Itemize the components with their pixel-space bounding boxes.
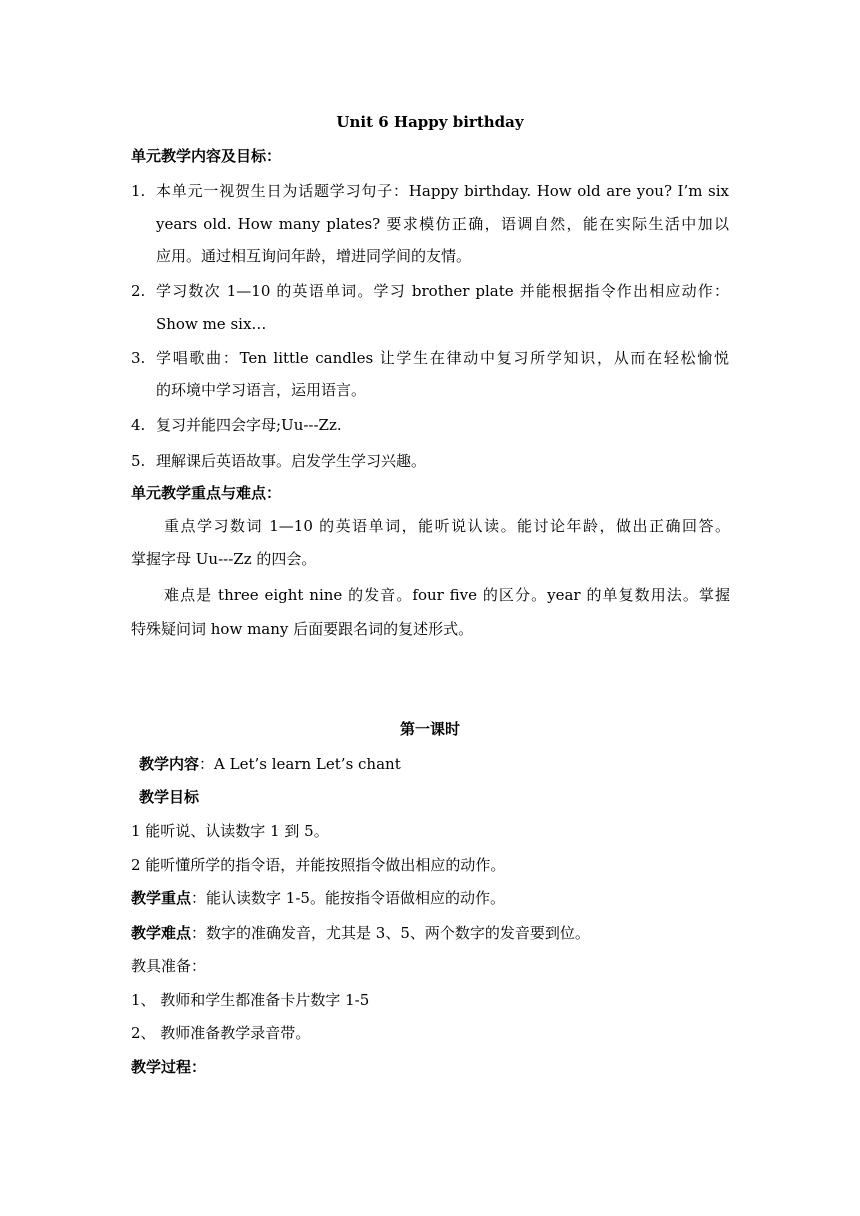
unit-title: Unit 6 Happy birthday [336, 113, 524, 131]
section-heading-key-difficult: 单元教学重点与难点： [131, 484, 282, 502]
teaching-key [131, 887, 505, 909]
teaching-content-label: 教学内容 [139, 755, 200, 773]
section-heading-content-goals: 单元教学内容及目标： [131, 147, 282, 165]
goal-text-line: 复习并能四会字母;Uu---Zz. [156, 416, 342, 434]
teaching-difficulty-value: ：数字的准确发音，尤其是 3、5、两个数字的发音要到位。 [191, 924, 590, 942]
goal-number: 5. [131, 452, 146, 470]
goal-number: 3. [131, 349, 146, 367]
lesson-title: 第一课时 [399, 720, 460, 738]
key-paragraph-line: 重点学习数词 1—10 的英语单词，能听说认读。能讨论年龄，做出正确回答。 [164, 517, 730, 535]
prep-item: 2、 教师准备教学录音带。 [131, 1024, 311, 1042]
prep-label: 教具准备： [131, 957, 207, 975]
goal-number: 2. [131, 282, 146, 300]
process-label: 教学过程： [131, 1058, 207, 1076]
teaching-content [139, 753, 401, 775]
objective-item: 2 能听懂所学的指令语，并能按照指令做出相应的动作。 [131, 856, 506, 874]
goal-text-line: 学习数次 1—10 的英语单词。学习 brother plate 并能根据指令作出相应动作： [156, 282, 729, 300]
goal-text-line: 学唱歌曲：Ten little candles 让学生在律动中复习所学知识，从而在轻松愉悦 [156, 349, 729, 367]
goal-text-line: Show me six… [156, 315, 267, 333]
teaching-key-value: ：能认读数字 1-5。能按指令语做相应的动作。 [191, 889, 505, 907]
difficult-paragraph-line: 特殊疑问词 how many 后面要跟名词的复述形式。 [131, 620, 474, 638]
prep-item: 1、 教师和学生都准备卡片数字 1-5 [131, 991, 370, 1009]
teaching-difficulty [131, 922, 590, 944]
key-paragraph-line: 掌握字母 Uu---Zz 的四会。 [131, 550, 317, 568]
teaching-difficulty-label: 教学难点 [131, 924, 192, 942]
goal-number: 1. [131, 182, 146, 200]
objectives-label: 教学目标 [139, 788, 200, 806]
goal-text-line: 的环境中学习语言，运用语言。 [156, 381, 367, 399]
difficult-paragraph-line: 难点是 three eight nine 的发音。four five 的区分。year 的单复数用法。掌握 [164, 586, 730, 604]
teaching-key-label: 教学重点 [131, 889, 192, 907]
goal-text-line: 应用。通过相互询问年龄，增进同学间的友情。 [156, 247, 472, 265]
goal-text-line: 理解课后英语故事。启发学生学习兴趣。 [156, 452, 427, 470]
objective-item: 1 能听说、认读数字 1 到 5。 [131, 822, 329, 840]
goal-number: 4. [131, 416, 146, 434]
teaching-content-value: ：A Let’s learn Let’s chant [199, 755, 401, 773]
goal-text-line: 本单元一视贺生日为话题学习句子：Happy birthday. How old are you? I’m six [156, 182, 729, 200]
goal-text-line: years old. How many plates? 要求模仿正确，语调自然，能在实际生活中加以 [156, 215, 729, 233]
